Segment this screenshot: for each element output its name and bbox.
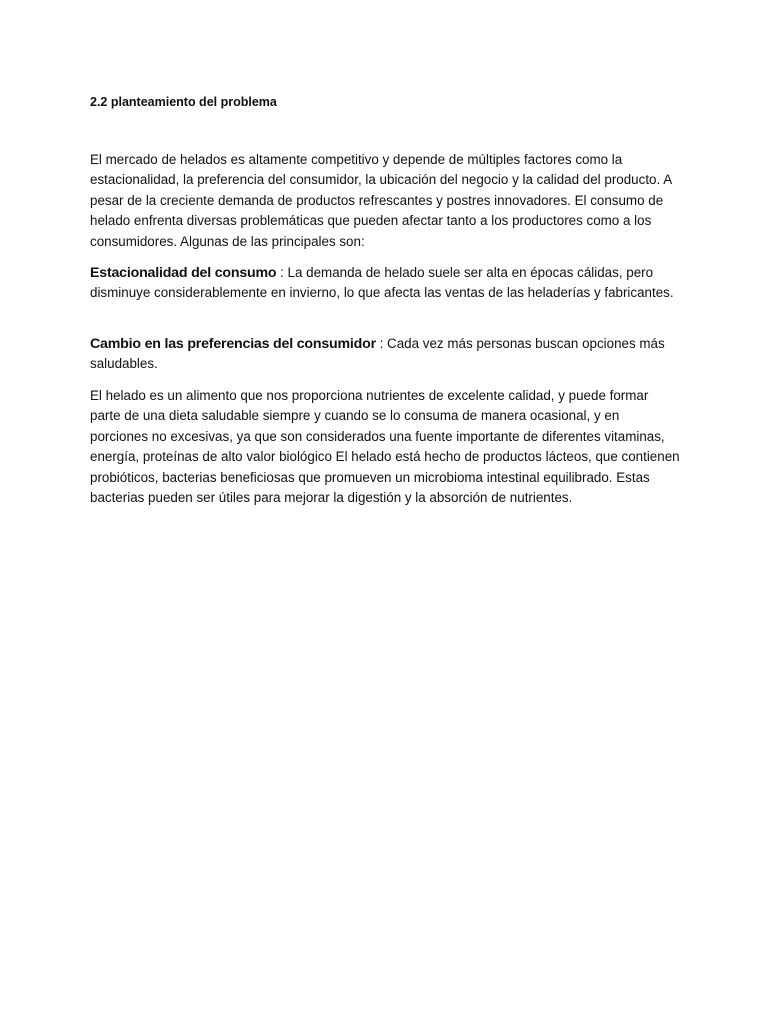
problem-term: Estacionalidad del consumo [90,265,277,281]
section-heading: 2.2 planteamiento del problema [90,95,277,109]
nutrition-paragraph: El helado es un alimento que nos proporciona nutrientes de excelente calidad, y puede formar parte de una dieta saludable siempre y cuando se lo consuma de manera ocasional, y en porciones no excesivas, ya que son considerados una fuente importante de diferentes vitaminas, energía, proteínas de alto valor biológico El helado está hecho de productos lácteos, que contienen probióticos, bacterias beneficiosas que promueven un microbioma intestinal equilibrado. Estas bacterias pueden ser útiles para mejorar la digestión y la absorción de nutrientes. [90,388,680,506]
problem-description: : Cada vez más personas buscan opciones más saludables. [90,336,665,372]
problem-item-seasonality [90,263,680,304]
intro-paragraph: El mercado de helados es altamente competitivo y depende de múltiples factores como la estacionalidad, la preferencia del consumidor, la ubicación del negocio y la calidad del producto. A pesar de la creciente demanda de productos refrescantes y postres innovadores. El consumo de helado enfrenta diversas problemáticas que pueden afectar tanto a los productores como a los consumidores. Algunas de las principales son: [90,152,672,249]
problem-description: : La demanda de helado suele ser alta en épocas cálidas, pero disminuye considerablemente en invierno, lo que afecta las ventas de las heladerías y fabricantes. [90,265,674,301]
problem-term: Cambio en las preferencias del consumidor [90,336,376,352]
problem-item-preferences [90,334,680,375]
